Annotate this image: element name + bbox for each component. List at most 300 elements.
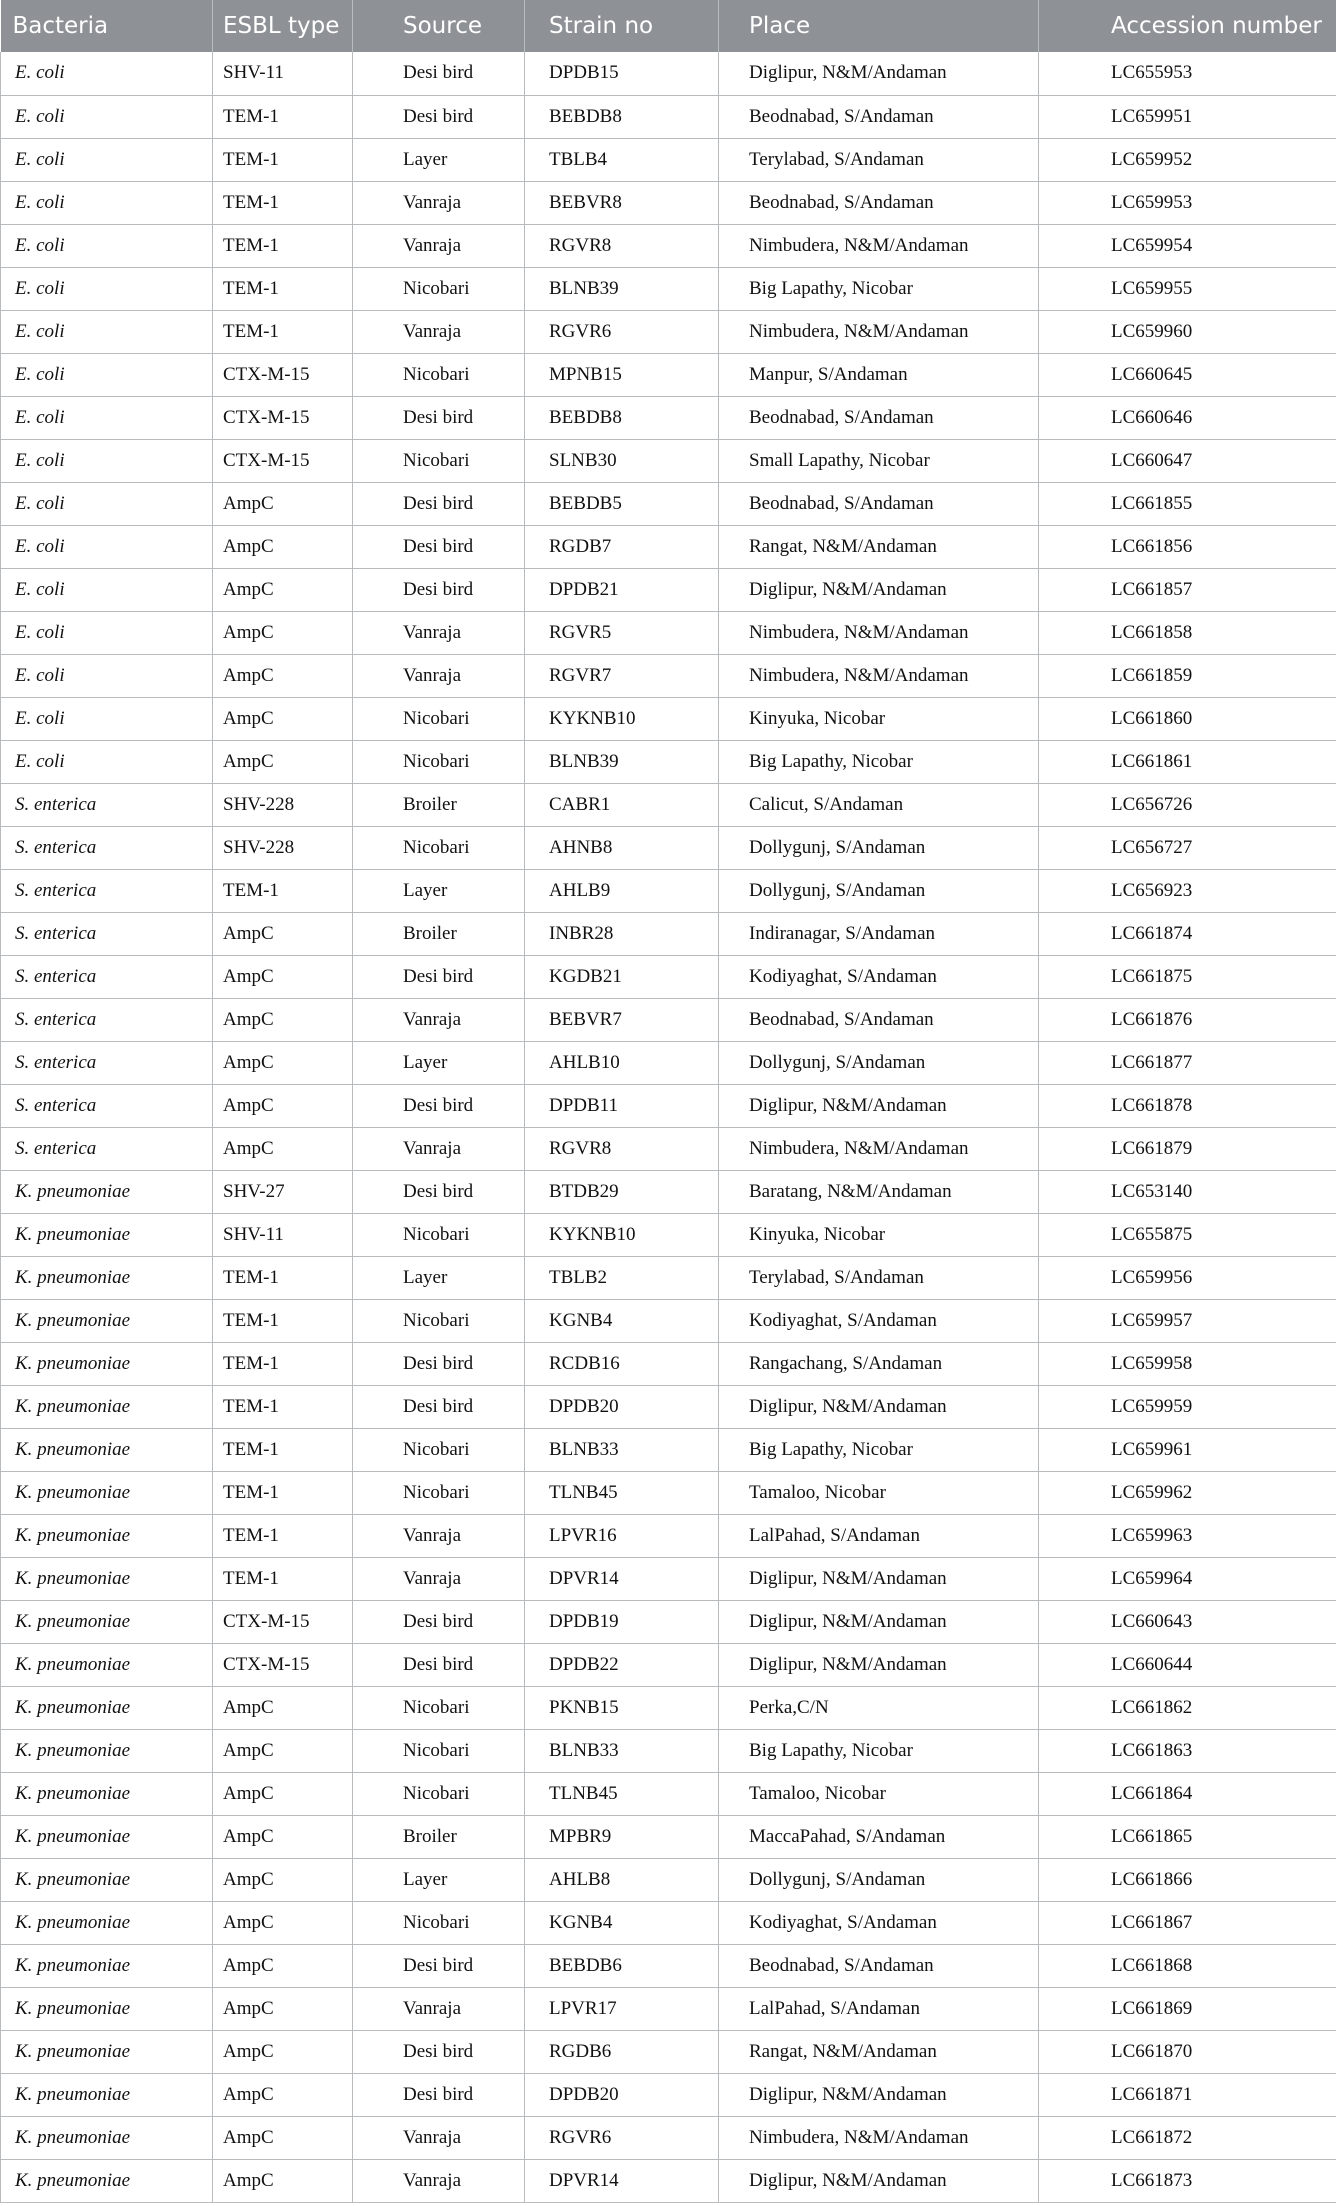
cell-bacteria: S. enterica bbox=[1, 869, 213, 912]
cell-strain-no: BLNB33 bbox=[525, 1428, 719, 1471]
cell-accession-number: LC661865 bbox=[1039, 1815, 1336, 1858]
table-row bbox=[1, 138, 1336, 181]
cell-place: Diglipur, N&M/Andaman bbox=[719, 568, 1039, 611]
cell-esbl-type: SHV-228 bbox=[213, 783, 353, 826]
table-row bbox=[1, 1041, 1336, 1084]
cell-bacteria: E. coli bbox=[1, 138, 213, 181]
table-row bbox=[1, 697, 1336, 740]
cell-place: Nimbudera, N&M/Andaman bbox=[719, 611, 1039, 654]
cell-source: Nicobari bbox=[353, 697, 525, 740]
cell-place: LalPahad, S/Andaman bbox=[719, 1514, 1039, 1557]
cell-esbl-type: AmpC bbox=[213, 2030, 353, 2073]
cell-place: Diglipur, N&M/Andaman bbox=[719, 2073, 1039, 2116]
cell-strain-no: KGNB4 bbox=[525, 1901, 719, 1944]
cell-accession-number: LC655875 bbox=[1039, 1213, 1336, 1256]
table-row bbox=[1, 1729, 1336, 1772]
table-row bbox=[1, 95, 1336, 138]
table-row bbox=[1, 1987, 1336, 2030]
cell-strain-no: BEBDB6 bbox=[525, 1944, 719, 1987]
cell-place: Calicut, S/Andaman bbox=[719, 783, 1039, 826]
cell-strain-no: DPDB20 bbox=[525, 2073, 719, 2116]
table-row bbox=[1, 1385, 1336, 1428]
cell-esbl-type: TEM-1 bbox=[213, 1385, 353, 1428]
cell-accession-number: LC659954 bbox=[1039, 224, 1336, 267]
cell-bacteria: E. coli bbox=[1, 224, 213, 267]
cell-place: Big Lapathy, Nicobar bbox=[719, 740, 1039, 783]
cell-accession-number: LC659961 bbox=[1039, 1428, 1336, 1471]
cell-place: Indiranagar, S/Andaman bbox=[719, 912, 1039, 955]
cell-accession-number: LC661872 bbox=[1039, 2116, 1336, 2159]
table-row bbox=[1, 1084, 1336, 1127]
cell-strain-no: TLNB45 bbox=[525, 1471, 719, 1514]
cell-place: Kinyuka, Nicobar bbox=[719, 1213, 1039, 1256]
cell-bacteria: K. pneumoniae bbox=[1, 1944, 213, 1987]
cell-source: Desi bird bbox=[353, 2030, 525, 2073]
cell-strain-no: BEBDB8 bbox=[525, 95, 719, 138]
cell-esbl-type: TEM-1 bbox=[213, 1471, 353, 1514]
cell-accession-number: LC661861 bbox=[1039, 740, 1336, 783]
cell-source: Nicobari bbox=[353, 740, 525, 783]
table-row bbox=[1, 482, 1336, 525]
cell-source: Desi bird bbox=[353, 1342, 525, 1385]
cell-strain-no: RGVR8 bbox=[525, 1127, 719, 1170]
cell-strain-no: RGVR8 bbox=[525, 224, 719, 267]
cell-accession-number: LC661879 bbox=[1039, 1127, 1336, 1170]
cell-bacteria: S. enterica bbox=[1, 783, 213, 826]
cell-accession-number: LC661873 bbox=[1039, 2159, 1336, 2202]
cell-place: Kodiyaghat, S/Andaman bbox=[719, 1299, 1039, 1342]
cell-strain-no: KYKNB10 bbox=[525, 697, 719, 740]
cell-accession-number: LC661874 bbox=[1039, 912, 1336, 955]
cell-bacteria: K. pneumoniae bbox=[1, 1213, 213, 1256]
cell-esbl-type: SHV-228 bbox=[213, 826, 353, 869]
cell-strain-no: BEBVR8 bbox=[525, 181, 719, 224]
cell-accession-number: LC659957 bbox=[1039, 1299, 1336, 1342]
cell-place: Small Lapathy, Nicobar bbox=[719, 439, 1039, 482]
cell-strain-no: TLNB45 bbox=[525, 1772, 719, 1815]
cell-accession-number: LC656727 bbox=[1039, 826, 1336, 869]
cell-source: Desi bird bbox=[353, 1944, 525, 1987]
cell-strain-no: BLNB39 bbox=[525, 740, 719, 783]
table-row bbox=[1, 1471, 1336, 1514]
cell-source: Vanraja bbox=[353, 310, 525, 353]
table-row bbox=[1, 1858, 1336, 1901]
cell-accession-number: LC660646 bbox=[1039, 396, 1336, 439]
cell-bacteria: K. pneumoniae bbox=[1, 1643, 213, 1686]
cell-strain-no: DPDB20 bbox=[525, 1385, 719, 1428]
cell-accession-number: LC661868 bbox=[1039, 1944, 1336, 1987]
cell-accession-number: LC660643 bbox=[1039, 1600, 1336, 1643]
cell-strain-no: LPVR16 bbox=[525, 1514, 719, 1557]
cell-accession-number: LC661860 bbox=[1039, 697, 1336, 740]
cell-bacteria: K. pneumoniae bbox=[1, 2116, 213, 2159]
cell-bacteria: E. coli bbox=[1, 52, 213, 95]
cell-place: Tamaloo, Nicobar bbox=[719, 1471, 1039, 1514]
cell-bacteria: S. enterica bbox=[1, 826, 213, 869]
cell-place: Dollygunj, S/Andaman bbox=[719, 869, 1039, 912]
cell-source: Nicobari bbox=[353, 1729, 525, 1772]
table-row bbox=[1, 1815, 1336, 1858]
table-row bbox=[1, 525, 1336, 568]
cell-place: MaccaPahad, S/Andaman bbox=[719, 1815, 1039, 1858]
cell-esbl-type: SHV-11 bbox=[213, 52, 353, 95]
cell-place: Diglipur, N&M/Andaman bbox=[719, 1557, 1039, 1600]
table-row bbox=[1, 955, 1336, 998]
cell-place: LalPahad, S/Andaman bbox=[719, 1987, 1039, 2030]
cell-bacteria: S. enterica bbox=[1, 1127, 213, 1170]
cell-place: Big Lapathy, Nicobar bbox=[719, 1729, 1039, 1772]
cell-place: Tamaloo, Nicobar bbox=[719, 1772, 1039, 1815]
cell-source: Vanraja bbox=[353, 1514, 525, 1557]
cell-place: Kinyuka, Nicobar bbox=[719, 697, 1039, 740]
cell-esbl-type: AmpC bbox=[213, 740, 353, 783]
cell-strain-no: SLNB30 bbox=[525, 439, 719, 482]
cell-source: Layer bbox=[353, 1041, 525, 1084]
header-strain-no: Strain no bbox=[525, 0, 719, 52]
cell-esbl-type: AmpC bbox=[213, 1901, 353, 1944]
cell-place: Big Lapathy, Nicobar bbox=[719, 1428, 1039, 1471]
cell-source: Broiler bbox=[353, 1815, 525, 1858]
cell-esbl-type: AmpC bbox=[213, 568, 353, 611]
cell-strain-no: KGNB4 bbox=[525, 1299, 719, 1342]
cell-bacteria: K. pneumoniae bbox=[1, 1514, 213, 1557]
cell-bacteria: K. pneumoniae bbox=[1, 1815, 213, 1858]
table-row bbox=[1, 1514, 1336, 1557]
cell-strain-no: DPDB22 bbox=[525, 1643, 719, 1686]
cell-strain-no: KGDB21 bbox=[525, 955, 719, 998]
cell-source: Vanraja bbox=[353, 1987, 525, 2030]
cell-place: Beodnabad, S/Andaman bbox=[719, 181, 1039, 224]
cell-bacteria: K. pneumoniae bbox=[1, 1342, 213, 1385]
cell-bacteria: K. pneumoniae bbox=[1, 1428, 213, 1471]
header-row bbox=[1, 0, 1336, 52]
table-row bbox=[1, 181, 1336, 224]
cell-bacteria: K. pneumoniae bbox=[1, 1170, 213, 1213]
cell-bacteria: K. pneumoniae bbox=[1, 1686, 213, 1729]
cell-accession-number: LC661855 bbox=[1039, 482, 1336, 525]
cell-place: Beodnabad, S/Andaman bbox=[719, 1944, 1039, 1987]
cell-place: Nimbudera, N&M/Andaman bbox=[719, 1127, 1039, 1170]
table-row bbox=[1, 396, 1336, 439]
cell-strain-no: RGVR6 bbox=[525, 2116, 719, 2159]
cell-bacteria: E. coli bbox=[1, 740, 213, 783]
cell-bacteria: K. pneumoniae bbox=[1, 1901, 213, 1944]
cell-esbl-type: CTX-M-15 bbox=[213, 439, 353, 482]
cell-source: Nicobari bbox=[353, 826, 525, 869]
cell-accession-number: LC653140 bbox=[1039, 1170, 1336, 1213]
cell-accession-number: LC661870 bbox=[1039, 2030, 1336, 2073]
header-esbl-type: ESBL type bbox=[213, 0, 353, 52]
cell-esbl-type: TEM-1 bbox=[213, 224, 353, 267]
cell-source: Desi bird bbox=[353, 1385, 525, 1428]
cell-bacteria: K. pneumoniae bbox=[1, 2030, 213, 2073]
cell-esbl-type: AmpC bbox=[213, 1944, 353, 1987]
cell-bacteria: E. coli bbox=[1, 353, 213, 396]
cell-source: Nicobari bbox=[353, 267, 525, 310]
cell-place: Kodiyaghat, S/Andaman bbox=[719, 1901, 1039, 1944]
cell-source: Nicobari bbox=[353, 1686, 525, 1729]
cell-esbl-type: AmpC bbox=[213, 482, 353, 525]
cell-esbl-type: TEM-1 bbox=[213, 95, 353, 138]
cell-accession-number: LC659955 bbox=[1039, 267, 1336, 310]
cell-place: Big Lapathy, Nicobar bbox=[719, 267, 1039, 310]
cell-place: Rangachang, S/Andaman bbox=[719, 1342, 1039, 1385]
cell-source: Desi bird bbox=[353, 482, 525, 525]
cell-bacteria: E. coli bbox=[1, 95, 213, 138]
cell-esbl-type: AmpC bbox=[213, 1041, 353, 1084]
cell-strain-no: DPVR14 bbox=[525, 1557, 719, 1600]
cell-esbl-type: TEM-1 bbox=[213, 869, 353, 912]
cell-source: Nicobari bbox=[353, 1901, 525, 1944]
header-bacteria: Bacteria bbox=[1, 0, 213, 52]
cell-place: Nimbudera, N&M/Andaman bbox=[719, 2116, 1039, 2159]
cell-accession-number: LC661864 bbox=[1039, 1772, 1336, 1815]
table-row bbox=[1, 1342, 1336, 1385]
cell-accession-number: LC659951 bbox=[1039, 95, 1336, 138]
table-row bbox=[1, 310, 1336, 353]
cell-strain-no: RGVR7 bbox=[525, 654, 719, 697]
cell-accession-number: LC661856 bbox=[1039, 525, 1336, 568]
cell-strain-no: BEBVR7 bbox=[525, 998, 719, 1041]
cell-esbl-type: AmpC bbox=[213, 1686, 353, 1729]
cell-strain-no: KYKNB10 bbox=[525, 1213, 719, 1256]
cell-accession-number: LC659958 bbox=[1039, 1342, 1336, 1385]
cell-strain-no: RGDB6 bbox=[525, 2030, 719, 2073]
cell-place: Diglipur, N&M/Andaman bbox=[719, 2159, 1039, 2202]
cell-strain-no: BLNB39 bbox=[525, 267, 719, 310]
table-row bbox=[1, 998, 1336, 1041]
cell-accession-number: LC660647 bbox=[1039, 439, 1336, 482]
cell-accession-number: LC661857 bbox=[1039, 568, 1336, 611]
cell-source: Layer bbox=[353, 1858, 525, 1901]
cell-strain-no: BTDB29 bbox=[525, 1170, 719, 1213]
header-place: Place bbox=[719, 0, 1039, 52]
cell-esbl-type: TEM-1 bbox=[213, 181, 353, 224]
cell-source: Layer bbox=[353, 869, 525, 912]
cell-esbl-type: TEM-1 bbox=[213, 1557, 353, 1600]
cell-source: Desi bird bbox=[353, 396, 525, 439]
cell-esbl-type: TEM-1 bbox=[213, 138, 353, 181]
table-header bbox=[1, 0, 1336, 52]
cell-accession-number: LC661862 bbox=[1039, 1686, 1336, 1729]
cell-source: Broiler bbox=[353, 912, 525, 955]
table-row bbox=[1, 740, 1336, 783]
cell-esbl-type: AmpC bbox=[213, 2073, 353, 2116]
cell-source: Desi bird bbox=[353, 568, 525, 611]
cell-esbl-type: AmpC bbox=[213, 525, 353, 568]
cell-bacteria: E. coli bbox=[1, 482, 213, 525]
table-row bbox=[1, 826, 1336, 869]
cell-bacteria: S. enterica bbox=[1, 1084, 213, 1127]
cell-strain-no: DPDB19 bbox=[525, 1600, 719, 1643]
cell-strain-no: TBLB4 bbox=[525, 138, 719, 181]
cell-strain-no: MPBR9 bbox=[525, 1815, 719, 1858]
table-row bbox=[1, 611, 1336, 654]
cell-bacteria: K. pneumoniae bbox=[1, 1299, 213, 1342]
cell-esbl-type: TEM-1 bbox=[213, 267, 353, 310]
table-row bbox=[1, 568, 1336, 611]
cell-source: Vanraja bbox=[353, 611, 525, 654]
cell-source: Vanraja bbox=[353, 1557, 525, 1600]
cell-bacteria: E. coli bbox=[1, 525, 213, 568]
cell-bacteria: K. pneumoniae bbox=[1, 2073, 213, 2116]
cell-strain-no: RGVR6 bbox=[525, 310, 719, 353]
cell-bacteria: E. coli bbox=[1, 654, 213, 697]
cell-bacteria: S. enterica bbox=[1, 1041, 213, 1084]
cell-source: Vanraja bbox=[353, 2159, 525, 2202]
cell-source: Desi bird bbox=[353, 2073, 525, 2116]
cell-source: Vanraja bbox=[353, 224, 525, 267]
cell-place: Nimbudera, N&M/Andaman bbox=[719, 654, 1039, 697]
table-row bbox=[1, 2073, 1336, 2116]
table-row bbox=[1, 439, 1336, 482]
cell-strain-no: BLNB33 bbox=[525, 1729, 719, 1772]
table-row bbox=[1, 1901, 1336, 1944]
cell-bacteria: E. coli bbox=[1, 568, 213, 611]
table-row bbox=[1, 783, 1336, 826]
cell-bacteria: K. pneumoniae bbox=[1, 1557, 213, 1600]
table-row bbox=[1, 1643, 1336, 1686]
cell-esbl-type: AmpC bbox=[213, 1815, 353, 1858]
table-row bbox=[1, 353, 1336, 396]
cell-bacteria: S. enterica bbox=[1, 955, 213, 998]
cell-source: Desi bird bbox=[353, 95, 525, 138]
cell-source: Layer bbox=[353, 138, 525, 181]
cell-accession-number: LC659959 bbox=[1039, 1385, 1336, 1428]
cell-source: Desi bird bbox=[353, 1084, 525, 1127]
table-row bbox=[1, 267, 1336, 310]
cell-esbl-type: AmpC bbox=[213, 1858, 353, 1901]
cell-bacteria: K. pneumoniae bbox=[1, 1600, 213, 1643]
cell-place: Diglipur, N&M/Andaman bbox=[719, 1084, 1039, 1127]
cell-esbl-type: AmpC bbox=[213, 1772, 353, 1815]
cell-place: Diglipur, N&M/Andaman bbox=[719, 1643, 1039, 1686]
cell-source: Nicobari bbox=[353, 1428, 525, 1471]
cell-place: Perka,C/N bbox=[719, 1686, 1039, 1729]
cell-strain-no: DPDB21 bbox=[525, 568, 719, 611]
cell-accession-number: LC659956 bbox=[1039, 1256, 1336, 1299]
cell-bacteria: E. coli bbox=[1, 611, 213, 654]
cell-bacteria: K. pneumoniae bbox=[1, 1772, 213, 1815]
cell-strain-no: BEBDB5 bbox=[525, 482, 719, 525]
cell-strain-no: RGDB7 bbox=[525, 525, 719, 568]
cell-strain-no: AHLB9 bbox=[525, 869, 719, 912]
table-row bbox=[1, 1256, 1336, 1299]
cell-esbl-type: CTX-M-15 bbox=[213, 1600, 353, 1643]
cell-esbl-type: CTX-M-15 bbox=[213, 1643, 353, 1686]
cell-place: Kodiyaghat, S/Andaman bbox=[719, 955, 1039, 998]
cell-accession-number: LC659952 bbox=[1039, 138, 1336, 181]
cell-esbl-type: AmpC bbox=[213, 2116, 353, 2159]
table-row bbox=[1, 1772, 1336, 1815]
cell-place: Diglipur, N&M/Andaman bbox=[719, 1600, 1039, 1643]
cell-source: Nicobari bbox=[353, 1213, 525, 1256]
cell-accession-number: LC659960 bbox=[1039, 310, 1336, 353]
cell-bacteria: S. enterica bbox=[1, 998, 213, 1041]
cell-source: Desi bird bbox=[353, 1170, 525, 1213]
cell-source: Vanraja bbox=[353, 654, 525, 697]
table-row bbox=[1, 224, 1336, 267]
cell-bacteria: E. coli bbox=[1, 439, 213, 482]
cell-esbl-type: TEM-1 bbox=[213, 1299, 353, 1342]
cell-strain-no: RGVR5 bbox=[525, 611, 719, 654]
table-row bbox=[1, 2030, 1336, 2073]
cell-bacteria: E. coli bbox=[1, 310, 213, 353]
cell-accession-number: LC661875 bbox=[1039, 955, 1336, 998]
cell-strain-no: DPDB11 bbox=[525, 1084, 719, 1127]
cell-strain-no: MPNB15 bbox=[525, 353, 719, 396]
table-row bbox=[1, 52, 1336, 95]
table-row bbox=[1, 1600, 1336, 1643]
cell-bacteria: K. pneumoniae bbox=[1, 1729, 213, 1772]
cell-bacteria: E. coli bbox=[1, 181, 213, 224]
cell-place: Beodnabad, S/Andaman bbox=[719, 95, 1039, 138]
cell-esbl-type: TEM-1 bbox=[213, 1428, 353, 1471]
cell-strain-no: PKNB15 bbox=[525, 1686, 719, 1729]
table-row bbox=[1, 2159, 1336, 2202]
cell-strain-no: DPDB15 bbox=[525, 52, 719, 95]
cell-place: Beodnabad, S/Andaman bbox=[719, 998, 1039, 1041]
cell-bacteria: K. pneumoniae bbox=[1, 1471, 213, 1514]
cell-place: Dollygunj, S/Andaman bbox=[719, 1041, 1039, 1084]
cell-esbl-type: AmpC bbox=[213, 654, 353, 697]
cell-esbl-type: AmpC bbox=[213, 1729, 353, 1772]
cell-esbl-type: AmpC bbox=[213, 1987, 353, 2030]
table-row bbox=[1, 1686, 1336, 1729]
cell-accession-number: LC656923 bbox=[1039, 869, 1336, 912]
cell-esbl-type: CTX-M-15 bbox=[213, 396, 353, 439]
table-row bbox=[1, 869, 1336, 912]
header-accession-number: Accession number bbox=[1039, 0, 1336, 52]
cell-strain-no: AHLB10 bbox=[525, 1041, 719, 1084]
cell-esbl-type: SHV-11 bbox=[213, 1213, 353, 1256]
cell-source: Nicobari bbox=[353, 1471, 525, 1514]
cell-strain-no: BEBDB8 bbox=[525, 396, 719, 439]
table-row bbox=[1, 1213, 1336, 1256]
cell-bacteria: K. pneumoniae bbox=[1, 1385, 213, 1428]
cell-strain-no: LPVR17 bbox=[525, 1987, 719, 2030]
cell-place: Diglipur, N&M/Andaman bbox=[719, 52, 1039, 95]
cell-accession-number: LC661858 bbox=[1039, 611, 1336, 654]
cell-place: Beodnabad, S/Andaman bbox=[719, 482, 1039, 525]
cell-esbl-type: TEM-1 bbox=[213, 1342, 353, 1385]
cell-accession-number: LC661878 bbox=[1039, 1084, 1336, 1127]
cell-source: Desi bird bbox=[353, 525, 525, 568]
cell-accession-number: LC655953 bbox=[1039, 52, 1336, 95]
cell-accession-number: LC661866 bbox=[1039, 1858, 1336, 1901]
cell-esbl-type: AmpC bbox=[213, 912, 353, 955]
cell-strain-no: CABR1 bbox=[525, 783, 719, 826]
table-body bbox=[1, 52, 1336, 2202]
cell-accession-number: LC656726 bbox=[1039, 783, 1336, 826]
cell-bacteria: S. enterica bbox=[1, 912, 213, 955]
cell-strain-no: AHLB8 bbox=[525, 1858, 719, 1901]
cell-accession-number: LC659962 bbox=[1039, 1471, 1336, 1514]
cell-esbl-type: TEM-1 bbox=[213, 1256, 353, 1299]
cell-esbl-type: AmpC bbox=[213, 998, 353, 1041]
cell-bacteria: K. pneumoniae bbox=[1, 1256, 213, 1299]
header-source: Source bbox=[353, 0, 525, 52]
cell-place: Rangat, N&M/Andaman bbox=[719, 2030, 1039, 2073]
cell-accession-number: LC661867 bbox=[1039, 1901, 1336, 1944]
cell-place: Diglipur, N&M/Andaman bbox=[719, 1385, 1039, 1428]
cell-source: Vanraja bbox=[353, 998, 525, 1041]
cell-source: Nicobari bbox=[353, 439, 525, 482]
table-row bbox=[1, 1557, 1336, 1600]
cell-source: Vanraja bbox=[353, 1127, 525, 1170]
cell-place: Rangat, N&M/Andaman bbox=[719, 525, 1039, 568]
cell-accession-number: LC659953 bbox=[1039, 181, 1336, 224]
